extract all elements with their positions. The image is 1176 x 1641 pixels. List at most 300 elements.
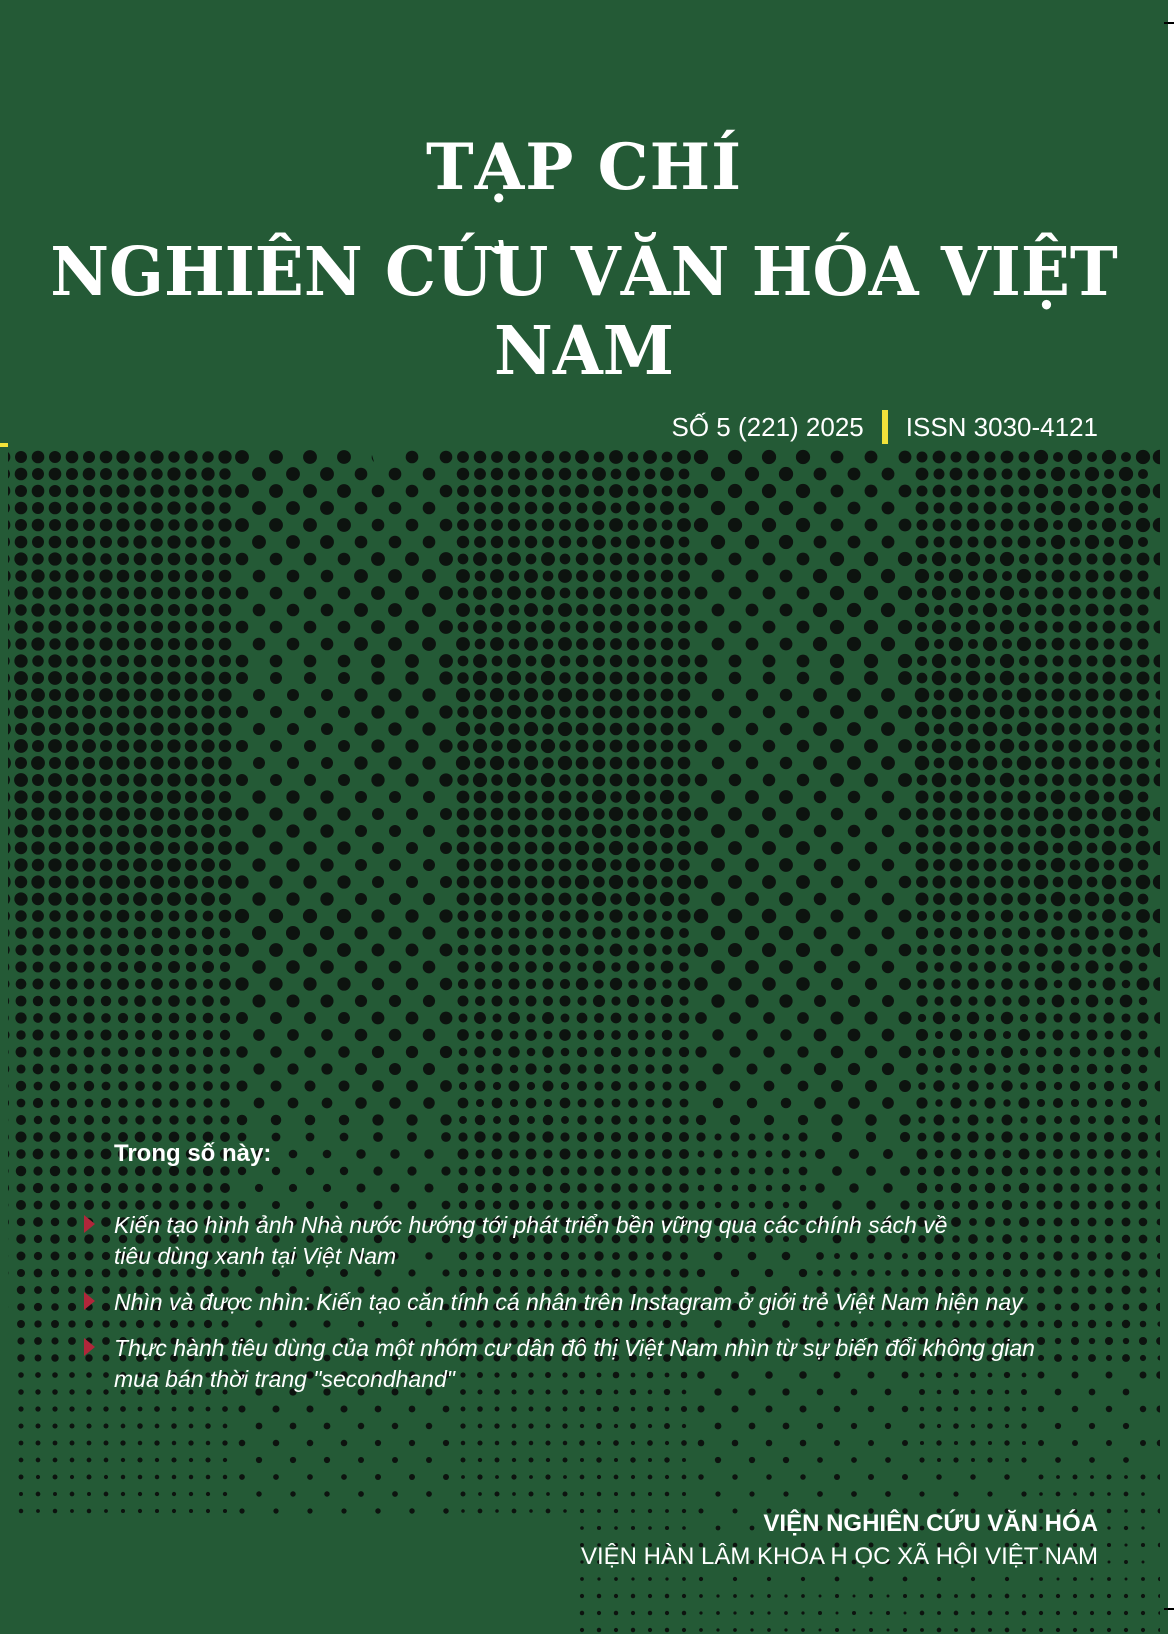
- pattern-dot: [1120, 740, 1132, 752]
- pattern-dot: [1122, 980, 1131, 989]
- pattern-dot: [49, 808, 61, 820]
- pattern-dot: [67, 1098, 77, 1108]
- pattern-dot: [219, 655, 231, 667]
- pattern-dot: [320, 892, 333, 905]
- pattern-dot: [728, 977, 742, 991]
- pattern-dot: [443, 1508, 448, 1513]
- pattern-dot: [882, 1097, 894, 1109]
- pattern-dot: [491, 825, 504, 838]
- pattern-dot: [185, 672, 197, 684]
- pattern-dot: [1069, 689, 1081, 701]
- pattern-dot: [269, 450, 283, 464]
- pattern-dot: [1003, 1031, 1011, 1039]
- pattern-dot: [1073, 1492, 1077, 1496]
- pattern-dot: [0, 740, 10, 752]
- pattern-dot: [0, 910, 10, 922]
- pattern-dot: [712, 638, 725, 651]
- pattern-dot: [1000, 671, 1015, 686]
- pattern-dot: [169, 911, 180, 922]
- pattern-dot: [189, 1424, 194, 1429]
- pattern-dot: [290, 1491, 295, 1496]
- pattern-dot: [405, 552, 419, 566]
- pattern-dot: [474, 893, 487, 906]
- pattern-dot: [529, 1458, 534, 1463]
- pattern-dot: [32, 655, 43, 666]
- pattern-dot: [1153, 841, 1167, 855]
- pattern-dot: [527, 1116, 535, 1124]
- pattern-dot: [1121, 554, 1132, 565]
- pattern-dot: [662, 1081, 671, 1090]
- pattern-dot: [576, 621, 588, 633]
- pattern-dot: [99, 637, 112, 650]
- pattern-dot: [270, 706, 282, 718]
- pattern-dot: [577, 1047, 587, 1057]
- pattern-dot: [1088, 1116, 1096, 1124]
- pattern-dot: [99, 688, 113, 702]
- pattern-dot: [82, 552, 95, 565]
- pattern-dot: [1102, 705, 1115, 718]
- pattern-dot: [627, 638, 639, 650]
- pattern-dot: [643, 450, 657, 464]
- pattern-dot: [559, 961, 570, 972]
- pattern-dot: [780, 638, 793, 651]
- pattern-dot: [949, 824, 962, 837]
- pattern-dot: [1142, 1561, 1145, 1564]
- pattern-dot: [903, 1594, 907, 1598]
- pattern-dot: [84, 996, 95, 1007]
- pattern-dot: [1106, 1406, 1112, 1412]
- pattern-dot: [971, 1577, 975, 1581]
- pattern-dot: [185, 774, 197, 786]
- pattern-dot: [1121, 452, 1131, 462]
- pattern-dot: [542, 859, 555, 872]
- pattern-dot: [83, 638, 94, 649]
- pattern-dot: [542, 808, 555, 821]
- pattern-dot: [116, 841, 130, 855]
- pattern-dot: [440, 1080, 452, 1092]
- pattern-dot: [1085, 467, 1099, 481]
- pattern-dot: [50, 1166, 61, 1177]
- pattern-dot: [747, 1098, 758, 1109]
- pattern-dot: [0, 962, 9, 973]
- pattern-dot: [1104, 1149, 1114, 1159]
- pattern-dot: [577, 537, 588, 548]
- pattern-dot: [49, 434, 62, 447]
- pattern-dot: [168, 757, 180, 769]
- pattern-dot: [526, 911, 537, 922]
- pattern-dot: [1018, 1063, 1030, 1075]
- pattern-dot: [253, 1029, 265, 1041]
- pattern-dot: [1158, 1577, 1162, 1581]
- pattern-dot: [1072, 1406, 1078, 1412]
- pattern-dot: [83, 927, 95, 939]
- pattern-dot: [1071, 963, 1080, 972]
- pattern-dot: [307, 1508, 312, 1513]
- pattern-dot: [0, 1166, 9, 1175]
- pattern-dot: [1141, 1526, 1144, 1529]
- pattern-dot: [101, 1098, 111, 1108]
- pattern-dot: [610, 570, 622, 582]
- pattern-dot: [508, 893, 521, 906]
- pattern-dot: [33, 996, 43, 1006]
- pattern-dot: [219, 570, 232, 583]
- pattern-dot: [1088, 1269, 1095, 1276]
- pattern-dot: [715, 1457, 721, 1463]
- pattern-dot: [392, 1491, 398, 1497]
- pattern-dot: [304, 553, 317, 566]
- pattern-dot: [1156, 1303, 1164, 1311]
- pattern-dot: [17, 1269, 25, 1277]
- pattern-dot: [627, 723, 640, 736]
- pattern-dot: [882, 893, 894, 905]
- pattern-dot: [542, 468, 554, 480]
- pattern-dot: [53, 1492, 57, 1496]
- pattern-dot: [609, 875, 623, 889]
- pattern-dot: [592, 824, 606, 838]
- pattern-dot: [1054, 1286, 1063, 1295]
- pattern-dot: [696, 1115, 706, 1125]
- pattern-dot: [100, 485, 113, 498]
- pattern-dot: [814, 893, 826, 905]
- pattern-dot: [644, 893, 655, 904]
- pattern-dot: [762, 450, 776, 464]
- pattern-dot: [219, 638, 232, 651]
- pattern-dot: [970, 1474, 976, 1480]
- pattern-dot: [682, 1475, 687, 1480]
- pattern-dot: [118, 962, 128, 972]
- pattern-dot: [253, 723, 265, 735]
- pattern-dot: [33, 1149, 44, 1160]
- pattern-dot: [678, 740, 691, 753]
- pattern-dot: [305, 1081, 316, 1092]
- pattern-dot: [1138, 469, 1148, 479]
- pattern-dot: [1055, 1423, 1061, 1429]
- pattern-dot: [935, 1031, 943, 1039]
- pattern-dot: [219, 791, 231, 803]
- pattern-dot: [644, 655, 656, 667]
- pattern-dot: [222, 1440, 227, 1445]
- pattern-dot: [475, 1115, 486, 1126]
- pattern-dot: [99, 875, 112, 888]
- pattern-dot: [711, 926, 725, 940]
- pattern-dot: [1068, 773, 1081, 786]
- pattern-dot: [51, 1099, 60, 1108]
- pattern-dot: [457, 434, 469, 446]
- pattern-dot: [17, 1286, 25, 1294]
- publisher-name: VIỆN NGHIÊN CỨU VĂN HÓA: [763, 1510, 1098, 1537]
- pattern-dot: [1056, 1492, 1061, 1497]
- pattern-dot: [593, 706, 606, 719]
- pattern-dot: [32, 791, 44, 803]
- pattern-dot: [935, 1065, 943, 1073]
- pattern-dot: [253, 638, 266, 651]
- pattern-dot: [202, 808, 214, 820]
- pattern-dot: [1141, 1611, 1145, 1615]
- pattern-dot: [1104, 1200, 1113, 1209]
- pattern-dot: [525, 808, 538, 821]
- pattern-dot: [1004, 1474, 1010, 1480]
- pattern-dot: [796, 977, 810, 991]
- pattern-dot: [967, 978, 979, 990]
- pattern-dot: [133, 858, 147, 872]
- pattern-dot: [1001, 1080, 1012, 1091]
- pattern-dot: [1005, 1577, 1009, 1581]
- pattern-dot: [1068, 484, 1082, 498]
- pattern-dot: [611, 1081, 621, 1091]
- pattern-dot: [155, 1475, 159, 1479]
- pattern-dot: [525, 502, 537, 514]
- pattern-dot: [988, 1611, 993, 1616]
- pattern-dot: [1036, 605, 1047, 616]
- pattern-dot: [83, 723, 95, 735]
- pattern-dot: [99, 807, 112, 820]
- pattern-dot: [864, 705, 878, 719]
- pattern-dot: [202, 876, 214, 888]
- pattern-dot: [341, 1474, 347, 1480]
- pattern-dot: [1, 1406, 6, 1411]
- pattern-dot: [830, 1011, 843, 1024]
- pattern-dot: [1105, 1065, 1113, 1073]
- pattern-dot: [966, 671, 981, 686]
- pattern-dot: [594, 452, 605, 463]
- pattern-dot: [223, 1509, 227, 1513]
- pattern-dot: [745, 467, 759, 481]
- pattern-dot: [235, 450, 249, 464]
- pattern-dot: [1121, 809, 1132, 820]
- pattern-dot: [117, 587, 129, 599]
- pattern-dot: [0, 893, 10, 905]
- pattern-dot: [508, 944, 520, 956]
- pattern-dot: [763, 1012, 775, 1024]
- pattern-dot: [0, 978, 10, 989]
- pattern-dot: [847, 722, 861, 736]
- pattern-dot: [1070, 1200, 1079, 1209]
- pattern-dot: [0, 688, 11, 702]
- pattern-dot: [1000, 841, 1013, 854]
- pattern-dot: [287, 757, 299, 769]
- pattern-dot: [593, 689, 606, 702]
- pattern-dot: [865, 519, 878, 532]
- pattern-dot: [307, 1474, 313, 1480]
- pattern-dot: [117, 893, 129, 905]
- pattern-dot: [1104, 1268, 1113, 1277]
- pattern-dot: [1005, 1424, 1009, 1428]
- pattern-dot: [715, 1423, 722, 1430]
- pattern-dot: [186, 928, 197, 939]
- pattern-dot: [813, 637, 827, 651]
- pattern-dot: [1002, 758, 1013, 769]
- pattern-dot: [49, 502, 62, 515]
- pattern-dot: [559, 485, 571, 497]
- pattern-dot: [525, 672, 536, 683]
- pattern-dot: [1053, 554, 1064, 565]
- pattern-dot: [1068, 909, 1082, 923]
- pattern-dot: [15, 757, 27, 769]
- pattern-dot: [490, 688, 504, 702]
- pattern-dot: [712, 689, 724, 701]
- pattern-dot: [117, 740, 129, 752]
- pattern-dot: [679, 537, 690, 548]
- pattern-dot: [286, 790, 299, 803]
- pattern-dot: [1071, 1031, 1080, 1040]
- pattern-dot: [134, 842, 146, 854]
- pattern-dot: [422, 756, 435, 769]
- pattern-dot: [304, 672, 316, 684]
- pattern-dot: [186, 1098, 196, 1108]
- pattern-dot: [184, 450, 197, 463]
- pattern-dot: [780, 570, 793, 583]
- pattern-dot: [286, 501, 300, 515]
- pattern-dot: [848, 825, 860, 837]
- pattern-dot: [763, 1046, 774, 1057]
- pattern-dot: [1121, 877, 1132, 888]
- pattern-dot: [423, 502, 436, 515]
- pattern-dot: [492, 945, 503, 956]
- pattern-dot: [953, 1457, 958, 1462]
- pattern-dot: [508, 910, 520, 922]
- pattern-dot: [458, 945, 469, 956]
- pattern-dot: [559, 893, 572, 906]
- pattern-dot: [1141, 1509, 1146, 1514]
- pattern-dot: [134, 961, 146, 973]
- pattern-dot: [32, 859, 44, 871]
- pattern-dot: [813, 722, 827, 736]
- pattern-dot: [596, 1457, 601, 1462]
- pattern-dot: [117, 944, 129, 956]
- pattern-dot: [937, 1458, 941, 1462]
- pattern-dot: [1121, 1166, 1130, 1175]
- pattern-dot: [1019, 707, 1030, 718]
- pattern-dot: [15, 944, 26, 955]
- pattern-dot: [100, 893, 112, 905]
- pattern-dot: [950, 536, 963, 549]
- pattern-dot: [252, 960, 266, 974]
- pattern-dot: [661, 587, 673, 599]
- pattern-dot: [235, 807, 248, 820]
- pattern-dot: [185, 638, 198, 651]
- pattern-dot: [1121, 520, 1131, 530]
- pattern-dot: [66, 519, 79, 532]
- pattern-dot: [150, 484, 163, 497]
- pattern-dot: [219, 587, 231, 599]
- pattern-dot: [205, 1457, 210, 1462]
- pattern-dot: [541, 705, 555, 719]
- pattern-dot: [1072, 1372, 1079, 1379]
- pattern-dot: [579, 1440, 585, 1446]
- pattern-dot: [594, 979, 603, 988]
- pattern-dot: [576, 587, 588, 599]
- pattern-dot: [236, 774, 248, 786]
- pattern-dot: [100, 502, 112, 514]
- pattern-dot: [83, 842, 95, 854]
- pattern-dot: [320, 790, 333, 803]
- pattern-dot: [916, 927, 928, 939]
- pattern-dot: [1088, 1082, 1096, 1090]
- pattern-dot: [593, 740, 606, 753]
- pattern-dot: [1002, 571, 1012, 581]
- pattern-dot: [34, 1286, 42, 1294]
- pattern-dot: [749, 1423, 756, 1430]
- pattern-dot: [831, 842, 843, 854]
- pattern-dot: [155, 1424, 160, 1429]
- pattern-dot: [1051, 824, 1066, 839]
- pattern-dot: [151, 893, 163, 905]
- pattern-dot: [853, 1629, 856, 1632]
- pattern-dot: [1000, 705, 1015, 720]
- pattern-dot: [1034, 450, 1048, 464]
- pattern-dot: [475, 605, 486, 616]
- pattern-dot: [682, 1424, 686, 1428]
- pattern-dot: [1105, 1303, 1114, 1312]
- pattern-dot: [66, 859, 78, 871]
- pattern-dot: [596, 1423, 602, 1429]
- pattern-dot: [49, 570, 60, 581]
- pattern-dot: [918, 1082, 926, 1090]
- pattern-dot: [881, 756, 895, 770]
- pattern-dot: [152, 1081, 161, 1090]
- pattern-dot: [626, 433, 640, 447]
- pattern-dot: [881, 603, 895, 617]
- pattern-dot: [1141, 1577, 1145, 1581]
- pattern-dot: [388, 569, 402, 583]
- pattern-dot: [847, 688, 861, 702]
- pattern-dot: [932, 875, 945, 888]
- pattern-dot: [985, 911, 995, 921]
- pattern-dot: [626, 467, 640, 481]
- pattern-dot: [184, 722, 197, 735]
- pattern-dot: [662, 1047, 671, 1056]
- pattern-dot: [733, 1594, 737, 1598]
- pattern-dot: [781, 1064, 792, 1075]
- pattern-dot: [933, 451, 946, 464]
- pattern-dot: [983, 722, 998, 737]
- pattern-dot: [184, 841, 198, 855]
- pattern-dot: [492, 656, 503, 667]
- pattern-dot: [172, 1509, 176, 1513]
- pattern-dot: [661, 570, 673, 582]
- pattern-dot: [848, 927, 861, 940]
- pattern-dot: [678, 757, 691, 770]
- pattern-dot: [797, 1012, 809, 1024]
- pattern-dot: [457, 893, 470, 906]
- pattern-dot: [135, 1030, 145, 1040]
- pattern-dot: [252, 824, 265, 837]
- pattern-dot: [525, 1063, 536, 1074]
- pattern-dot: [592, 926, 605, 939]
- pattern-dot: [121, 1458, 125, 1462]
- pattern-dot: [971, 1424, 975, 1428]
- pattern-dot: [152, 1013, 162, 1023]
- pattern-dot: [966, 654, 980, 668]
- pattern-dot: [1122, 1235, 1130, 1243]
- pattern-dot: [1102, 739, 1115, 752]
- pattern-dot: [1141, 1492, 1145, 1496]
- pattern-dot: [592, 467, 606, 481]
- pattern-dot: [406, 1012, 419, 1025]
- pattern-dot: [662, 945, 672, 955]
- pattern-dot: [580, 1611, 584, 1615]
- pattern-dot: [1122, 1218, 1131, 1227]
- pattern-dot: [526, 622, 537, 633]
- pattern-dot: [201, 824, 215, 838]
- pattern-dot: [526, 656, 537, 667]
- pattern-dot: [184, 688, 197, 701]
- pattern-dot: [1156, 1201, 1165, 1210]
- pattern-dot: [933, 825, 945, 837]
- pattern-dot: [767, 1628, 771, 1632]
- pattern-dot: [33, 1013, 43, 1023]
- pattern-dot: [1102, 875, 1117, 890]
